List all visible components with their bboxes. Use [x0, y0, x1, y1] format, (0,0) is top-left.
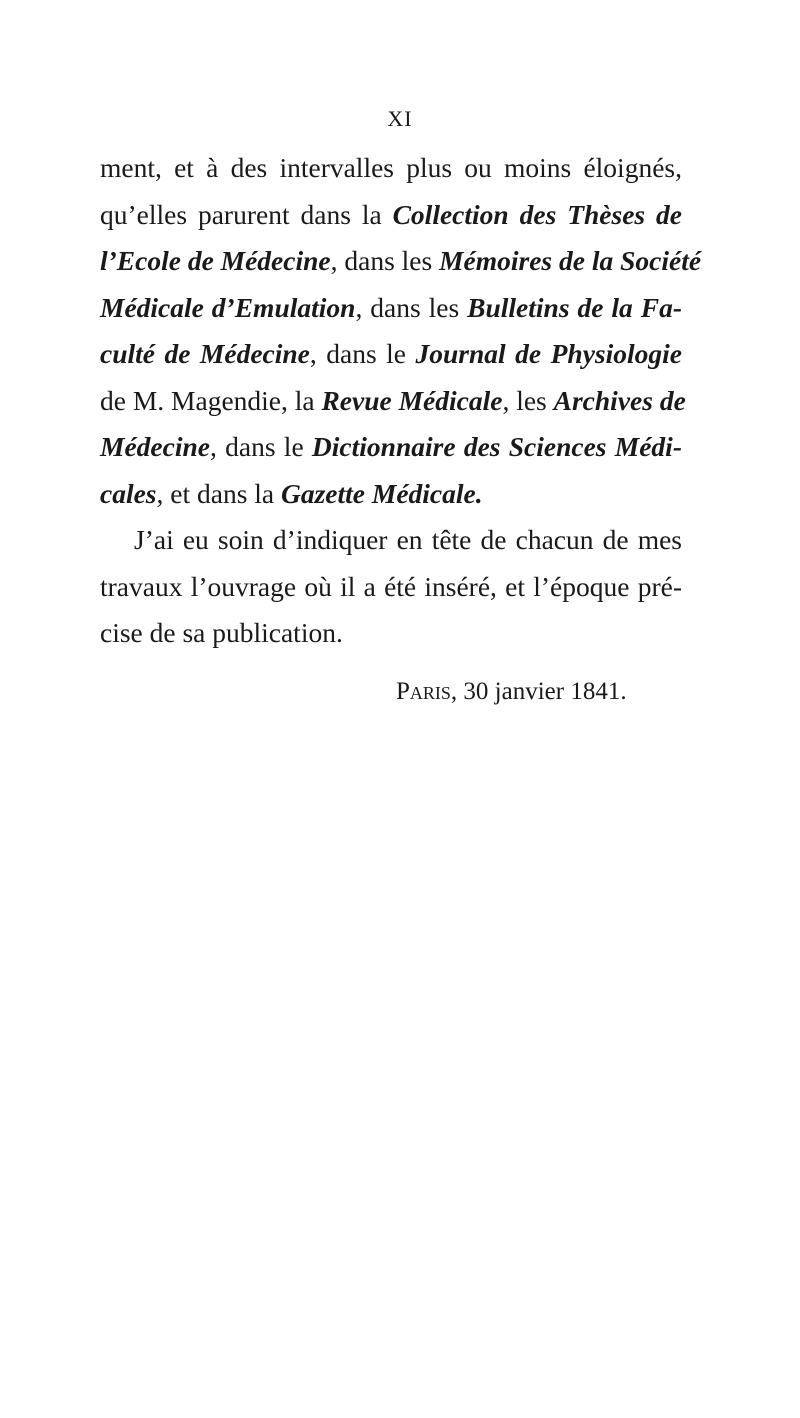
title-dictionnaire-end: cales — [100, 477, 157, 509]
paragraph-indication — [100, 517, 682, 657]
title-journal-physiologie: Journal de Physiologie — [415, 338, 682, 369]
signature-city: Paris — [396, 678, 451, 705]
text-line — [100, 378, 686, 425]
text-run: ment, et à des intervalles plus ou moins éloignés, — [100, 152, 682, 183]
text-line — [100, 285, 682, 332]
title-memoires-societe: Mémoires de la Société — [439, 245, 702, 276]
title-faculte-medecine: culté de Médecine — [100, 338, 310, 369]
title-gazette-medicale: Gazette Médicale. — [281, 477, 483, 509]
text-line — [100, 517, 682, 564]
text-line — [100, 238, 702, 285]
text-line — [100, 331, 682, 378]
paragraph-publications — [100, 145, 702, 517]
text-run: J’ai eu soin d’indiquer en tête de chacun de mes — [134, 524, 682, 555]
text-run: qu’elles parurent dans la — [100, 198, 393, 230]
title-revue-medicale: Revue Médicale — [321, 384, 503, 416]
signature-date: , 30 janvier 1841. — [450, 678, 627, 705]
title-archives-medecine: Médecine — [100, 431, 210, 462]
text-run: , dans le — [309, 338, 416, 369]
text-run: , dans les — [355, 291, 468, 323]
title-medicale-emulation: Médicale d’Emulation — [100, 291, 356, 323]
text-line — [100, 610, 682, 657]
text-line — [100, 471, 682, 518]
text-run: , dans les — [330, 245, 440, 276]
text-line — [100, 192, 682, 239]
text-run: , et dans la — [156, 477, 281, 509]
signature-dateline — [396, 678, 627, 706]
page-number: XI — [387, 106, 413, 131]
text-line — [100, 564, 682, 611]
title-dictionnaire-sciences: Dictionnaire des Sciences Médi- — [311, 431, 682, 462]
text-line — [100, 145, 682, 192]
text-run: travaux l’ouvrage où il a été inséré, et l’époque pré- — [100, 570, 682, 602]
title-collection-theses: Collection des Thèses de — [392, 198, 682, 230]
text-run: de M. Magendie, la — [100, 384, 322, 416]
text-run: , les — [502, 384, 554, 416]
title-ecole-medecine: l’Ecole de Médecine — [100, 245, 331, 276]
title-bulletins-faculte: Bulletins de la Fa- — [467, 291, 682, 323]
text-line — [100, 424, 682, 471]
title-archives: Archives de — [553, 384, 686, 416]
text-run: , dans le — [209, 431, 312, 462]
body-text — [100, 145, 702, 657]
text-run: cise de sa publication. — [100, 617, 343, 648]
